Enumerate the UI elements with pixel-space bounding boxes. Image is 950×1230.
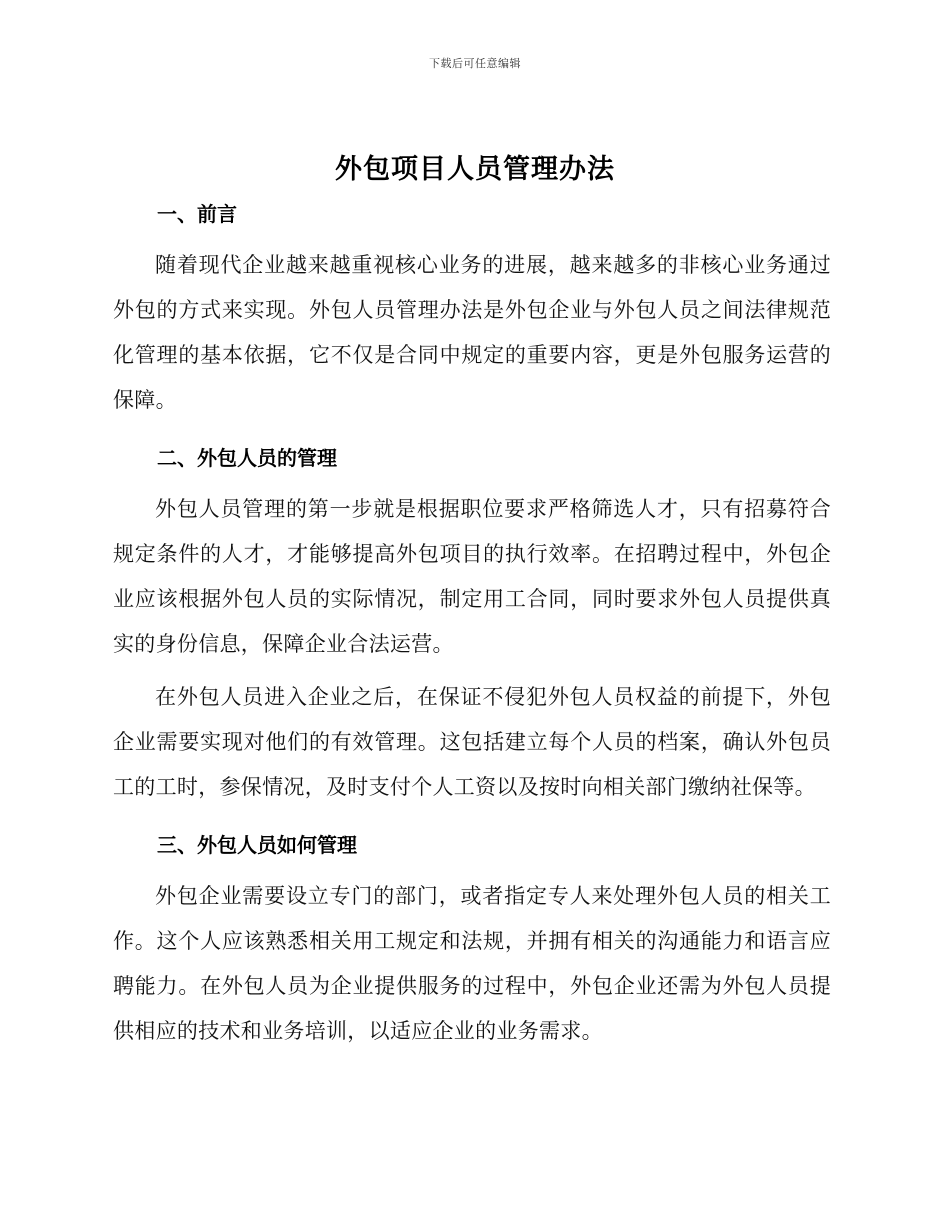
paragraph: 在外包人员进入企业之后，在保证不侵犯外包人员权益的前提下，外包企业需要实现对他们的有效管理。这包括建立每个人员的档案，确认外包员工的工时，参保情况，及时支付个人工资以及按时向相关部门缴纳社保等。 [113,685,831,799]
paragraph: 外包人员管理的第一步就是根据职位要求严格筛选人才，只有招募符合规定条件的人才，才能够提高外包项目的执行效率。在招聘过程中，外包企业应该根据外包人员的实际情况，制定用工合同，同时要求外包人员提供真实的身份信息，保障企业合法运营。 [113,497,831,656]
section-heading-management: 二、外包人员的管理 [157,446,337,470]
section-heading-preface: 一、前言 [157,202,237,226]
section-heading-how-to-manage: 三、外包人员如何管理 [157,833,357,857]
paragraph: 随着现代企业越来越重视核心业务的进展，越来越多的非核心业务通过外包的方式来实现。外包人员管理办法是外包企业与外包人员之间法律规范化管理的基本依据，它不仅是合同中规定的重要内容，更是外包服务运营的保障。 [113,253,831,412]
document-title: 外包项目人员管理办法 [335,154,615,185]
header-note: 下载后可任意编辑 [429,57,521,70]
paragraph: 外包企业需要设立专门的部门，或者指定专人来处理外包人员的相关工作。这个人应该熟悉相关用工规定和法规，并拥有相关的沟通能力和语言应聘能力。在外包人员为企业提供服务的过程中，外包企业还需为外包人员提供相应的技术和业务培训，以适应企业的业务需求。 [113,884,831,1043]
document-body [113,193,831,1054]
